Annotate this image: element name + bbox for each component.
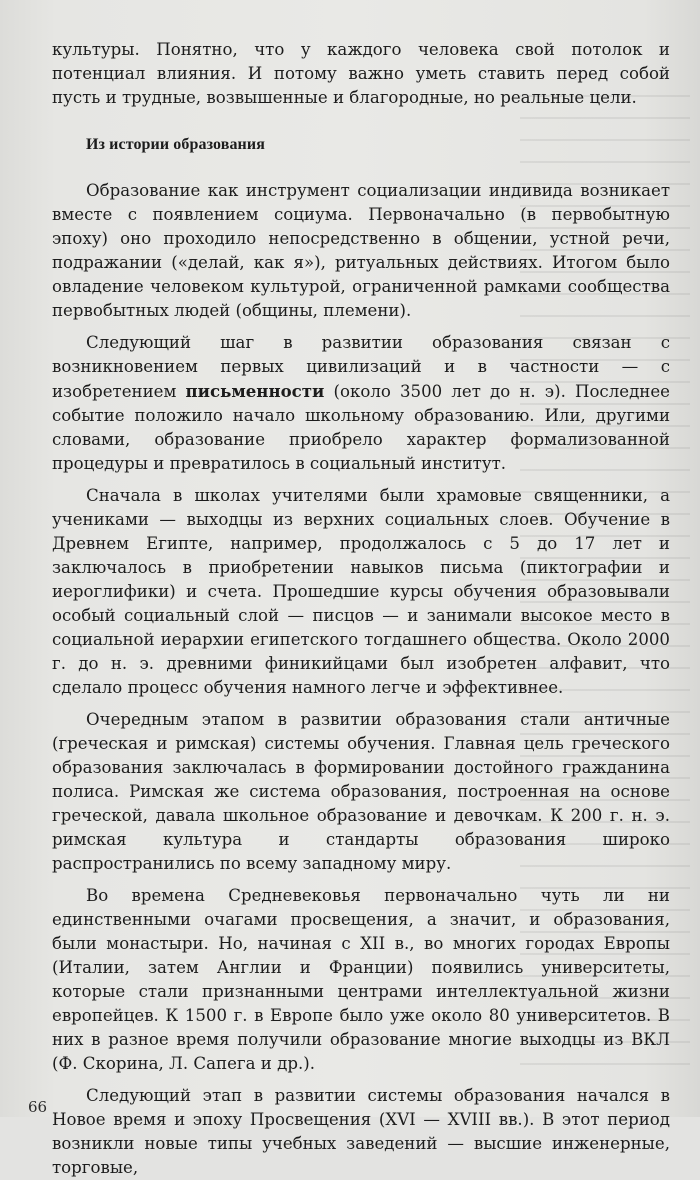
page-number: 66	[28, 1098, 48, 1116]
paragraph-intro: культуры. Понятно, что у каждого человека свой потолок и потенциал влияния. И потому важно уметь ставить перед собой пусть и трудные, возвышенные и благородные, но реальные цели.	[52, 40, 670, 107]
paragraph-writing-before: Следующий шаг в развитии образования связан с возникновением первых цивилизаций и в частности — с изобретением	[52, 333, 670, 401]
page-body	[52, 38, 670, 1180]
keyword-writing: письменности	[185, 381, 325, 401]
paragraph-modern-era: Следующий этап в развитии системы образования начался в Новое время и эпоху Просвещения (XVI — XVIII вв.). В этот период возникли новые типы учебных заведений — высшие инженерные, торговые,	[52, 1086, 670, 1177]
paragraph-origin: Образование как инструмент социализации индивида возникает вместе с появлением социума. Первоначально (в первобытную эпоху) оно проходило непосредственно в общении, устной речи, подражании («делай, как я»), ритуальных действиях. Итогом было овладение человеком культурой, ограниченной рамками сообщества первобытных людей (общины, племени).	[52, 181, 670, 320]
paragraph-egypt: Сначала в школах учителями были храмовые священники, а учениками — выходцы из верхних социальных слоев. Обучение в Древнем Египте, например, продолжалось с 5 до 17 лет и заключалось в приобретении навыков письма (пиктографии и иероглифики) и счета. Прошедшие курсы обучения образовывали особый социальный слой — писцов — и занимали высокое место в социальной иерархии египетского тогдашнего общества. Около 2000 г. до н. э. древними финикийцами был изобретен алфавит, что сделало процесс обучения намного легче и эффективнее.	[52, 486, 670, 697]
paragraph-writing-after: (около 3500 лет до н. э). Последнее событие положило начало школьному образованию. Или, другими словами, образование приобрело характер формализованной процедуры и превратилось в социальный институт.	[52, 382, 671, 473]
section-heading: Из истории образования	[86, 136, 265, 153]
paragraph-antiquity: Очередным этапом в развитии образования стали античные (греческая и римская) системы обучения. Главная цель греческого образования заключалась в формировании достойного гражданина полиса. Римская же система образования, построенная на основе греческой, давала школьное образование и девочкам. К 200 г. н. э. римская культура и стандарты образования широко распространились по всему западному миру.	[52, 710, 670, 873]
paragraph-writing	[52, 331, 670, 476]
paragraph-middle-ages: Во времена Средневековья первоначально чуть ли ни единственными очагами просвещения, а значит, и образования, были монастыри. Но, начиная с XII в., во многих городах Европы (Италии, затем Англии и Франции) появились университеты, которые стали признанными центрами интеллектуальной жизни европейцев. К 1500 г. в Европе было уже около 80 университетов. В них в разное время получили образование многие выходцы из ВКЛ (Ф. Скорина, Л. Сапега и др.).	[52, 886, 670, 1073]
